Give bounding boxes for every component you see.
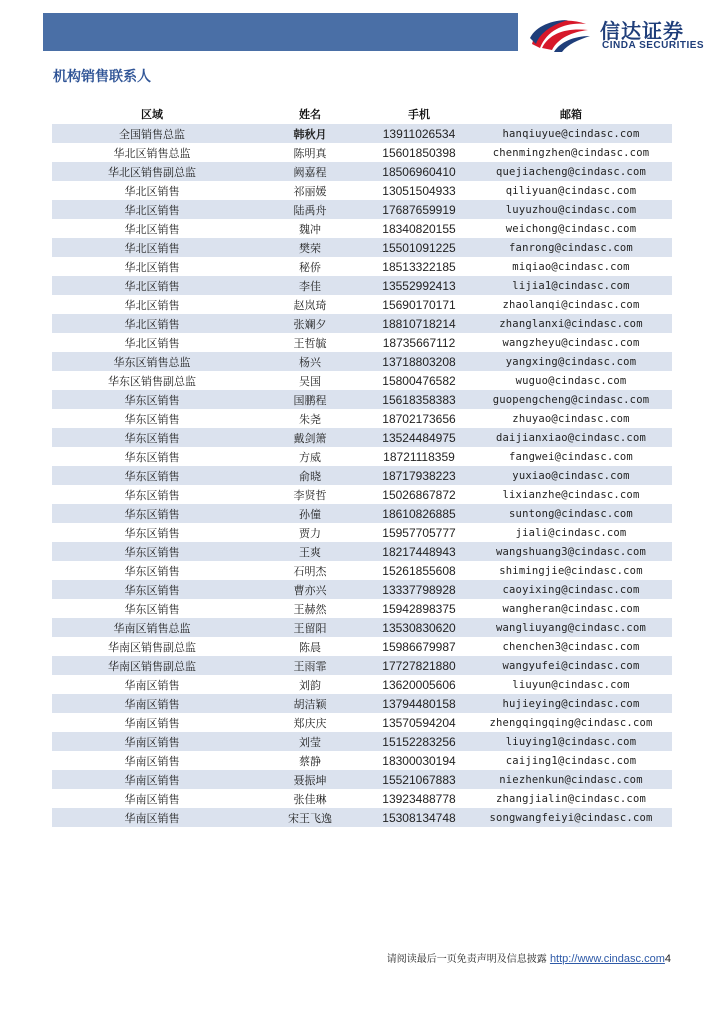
table-row: [52, 732, 672, 751]
cell-region: 华东区销售: [52, 542, 252, 561]
cell-region: 华北区销售: [52, 238, 252, 257]
cell-email: zhengqingqing@cindasc.com: [489, 716, 653, 729]
table-row: [52, 162, 672, 181]
table-row: [52, 523, 672, 542]
cell-name: 国鹏程: [252, 390, 368, 409]
cell-region: 华东区销售: [52, 466, 252, 485]
cell-phone: 15690170171: [382, 297, 456, 312]
logo-en-name: CINDA SECURITIES: [602, 40, 705, 51]
cell-email: wangshuang3@cindasc.com: [470, 542, 672, 561]
cell-phone: 15521067883: [368, 770, 470, 789]
table-row: [52, 751, 672, 770]
table-row: [52, 257, 672, 276]
cell-region: 华东区销售: [124, 564, 180, 578]
cell-region: 华东区销售副总监: [108, 374, 196, 388]
cell-region: 华南区销售副总监: [52, 656, 252, 675]
cell-name: 王哲毓: [293, 336, 327, 350]
cell-name: 秘侨: [299, 260, 321, 274]
cell-email: zhuyao@cindasc.com: [512, 412, 630, 425]
cell-email: liuying1@cindasc.com: [470, 732, 672, 751]
cell-email: miqiao@cindasc.com: [512, 260, 630, 273]
cell-email: suntong@cindasc.com: [470, 504, 672, 523]
cell-email: lixianzhe@cindasc.com: [502, 488, 640, 501]
cell-name: 郑庆庆: [293, 716, 327, 730]
cell-name: 王赫然: [293, 602, 327, 616]
cell-phone: 18300030194: [382, 753, 456, 768]
cell-region: 华东区销售总监: [52, 352, 252, 371]
cell-region: 华北区销售: [124, 222, 180, 236]
cell-phone: 15942898375: [382, 601, 456, 616]
table-row: [52, 789, 672, 808]
header-email: 邮箱: [560, 108, 582, 121]
cell-name: 俞晓: [252, 466, 368, 485]
cell-phone: 13524484975: [368, 428, 470, 447]
cell-region: 全国销售总监: [52, 124, 252, 143]
cell-name: 王雨霏: [252, 656, 368, 675]
cell-email: zhanglanxi@cindasc.com: [470, 314, 672, 333]
table-row: [52, 238, 672, 257]
cell-phone: 13911026534: [368, 124, 470, 143]
cell-name: 祁丽媛: [293, 184, 327, 198]
cell-name: 吴国: [299, 374, 321, 388]
cell-email: liuyun@cindasc.com: [512, 678, 630, 691]
cell-region: 华南区销售: [52, 770, 252, 789]
cell-phone: 18735667112: [382, 335, 456, 350]
cell-phone: 13552992413: [368, 276, 470, 295]
table-row: [52, 371, 672, 390]
table-row: [52, 561, 672, 580]
cell-phone: 15308134748: [368, 808, 470, 827]
cell-phone: 13620005606: [382, 677, 456, 692]
cell-email: lijia1@cindasc.com: [470, 276, 672, 295]
table-row: [52, 390, 672, 409]
cell-name: 李佳: [252, 276, 368, 295]
table-row: [52, 447, 672, 466]
cell-phone: 13718803208: [368, 352, 470, 371]
cell-phone: 18810718214: [368, 314, 470, 333]
table-row: [52, 808, 672, 827]
cell-name: 王留阳: [252, 618, 368, 637]
cell-email: quejiacheng@cindasc.com: [470, 162, 672, 181]
cell-phone: 18506960410: [368, 162, 470, 181]
cell-email: caoyixing@cindasc.com: [470, 580, 672, 599]
cell-phone: 15261855608: [382, 563, 456, 578]
cell-email: wuguo@cindasc.com: [515, 374, 627, 387]
cell-name: 韩秋月: [252, 124, 368, 143]
cell-region: 华南区销售: [124, 716, 180, 730]
table-row: [52, 542, 672, 561]
logo-cn-name: 信达证券: [600, 19, 684, 43]
cell-name: 陈明真: [293, 146, 327, 160]
table-row: [52, 770, 672, 789]
table-row: [52, 580, 672, 599]
cell-name: 刘韵: [299, 678, 321, 692]
cell-name: 王爽: [252, 542, 368, 561]
table-row: [52, 694, 672, 713]
table-row: [52, 295, 672, 314]
cell-name: 李贤哲: [293, 488, 327, 502]
cell-phone: 17687659919: [368, 200, 470, 219]
cell-email: wangheran@cindasc.com: [502, 602, 640, 615]
section-title: 机构销售联系人: [53, 69, 151, 85]
cell-name: 陆禹舟: [252, 200, 368, 219]
cell-region: 华东区销售: [52, 580, 252, 599]
cell-email: qiliyuan@cindasc.com: [505, 184, 637, 197]
footer-website-link[interactable]: http://www.cindasc.com: [549, 953, 665, 965]
cell-name: 朱尧: [299, 412, 321, 426]
cell-email: weichong@cindasc.com: [505, 222, 637, 235]
cell-phone: 18721118359: [383, 449, 455, 464]
cell-email: wangliuyang@cindasc.com: [470, 618, 672, 637]
table-row: [52, 428, 672, 447]
table-row: [52, 409, 672, 428]
contacts-table-body: [52, 124, 672, 827]
cell-phone: 13923488778: [382, 791, 456, 806]
header-region: 区域: [141, 108, 163, 121]
cell-name: 方威: [299, 450, 321, 464]
table-row: [52, 276, 672, 295]
table-row: [52, 466, 672, 485]
cell-region: 华北区销售: [124, 336, 180, 350]
cell-region: 华北区销售: [124, 260, 180, 274]
table-row: [52, 713, 672, 732]
table-row: [52, 181, 672, 200]
table-row: [52, 485, 672, 504]
cell-phone: 15601850398: [382, 145, 456, 160]
cell-region: 华东区销售: [124, 526, 180, 540]
cell-region: 华北区销售副总监: [52, 162, 252, 181]
cell-region: 华北区销售: [124, 184, 180, 198]
cell-region: 华北区销售总监: [113, 146, 191, 160]
cell-phone: 13530830620: [368, 618, 470, 637]
cell-phone: 13570594204: [382, 715, 456, 730]
cell-phone: 15800476582: [382, 373, 456, 388]
cinda-logo: [528, 14, 708, 54]
cell-region: 华东区销售: [124, 450, 180, 464]
cell-name: 石明杰: [293, 564, 327, 578]
table-row: [52, 200, 672, 219]
cell-phone: 18717938223: [368, 466, 470, 485]
cell-email: fangwei@cindasc.com: [509, 450, 633, 463]
cell-email: chenmingzhen@cindasc.com: [492, 146, 650, 159]
table-row: [52, 352, 672, 371]
cell-phone: 13337798928: [368, 580, 470, 599]
cinda-swoosh-icon: [528, 14, 592, 54]
cell-name: 聂振坤: [252, 770, 368, 789]
cell-phone: 15152283256: [368, 732, 470, 751]
cell-email: niezhenkun@cindasc.com: [470, 770, 672, 789]
cell-name: 樊荣: [252, 238, 368, 257]
cell-region: 华东区销售: [124, 488, 180, 502]
cell-name: 蔡静: [299, 754, 321, 768]
cell-region: 华南区销售: [52, 694, 252, 713]
cell-region: 华北区销售: [52, 276, 252, 295]
header-bar: [43, 13, 518, 51]
cell-region: 华东区销售: [124, 412, 180, 426]
cell-email: wangzheyu@cindasc.com: [502, 336, 640, 349]
cell-phone: 17727821880: [368, 656, 470, 675]
table-row: [52, 637, 672, 656]
cell-email: hujieying@cindasc.com: [470, 694, 672, 713]
contacts-table: [52, 104, 672, 827]
cell-phone: 15026867872: [382, 487, 456, 502]
cell-phone: 15501091225: [368, 238, 470, 257]
footer: [387, 950, 671, 965]
cell-email: guopengcheng@cindasc.com: [470, 390, 672, 409]
cell-name: 胡洁颖: [252, 694, 368, 713]
cell-email: chenchen3@cindasc.com: [502, 640, 640, 653]
cell-name: 张斓夕: [252, 314, 368, 333]
cell-email: yuxiao@cindasc.com: [470, 466, 672, 485]
cell-email: luyuzhou@cindasc.com: [470, 200, 672, 219]
cell-region: 华北区销售: [124, 298, 180, 312]
table-row: [52, 124, 672, 143]
cell-region: 华南区销售: [124, 678, 180, 692]
table-row: [52, 599, 672, 618]
cell-email: daijianxiao@cindasc.com: [470, 428, 672, 447]
table-row: [52, 219, 672, 238]
cell-name: 杨兴: [252, 352, 368, 371]
cell-phone: 13794480158: [368, 694, 470, 713]
cell-name: 张佳琳: [293, 792, 327, 806]
table-row: [52, 333, 672, 352]
cell-region: 华东区销售: [52, 504, 252, 523]
cell-email: hanqiuyue@cindasc.com: [470, 124, 672, 143]
table-row: [52, 675, 672, 694]
cell-phone: 18217448943: [368, 542, 470, 561]
header-name: 姓名: [299, 108, 321, 121]
cell-email: shimingjie@cindasc.com: [499, 564, 643, 577]
cell-email: wangyufei@cindasc.com: [470, 656, 672, 675]
cell-name: 阙嘉程: [252, 162, 368, 181]
cell-name: 魏冲: [299, 222, 321, 236]
table-row: [52, 143, 672, 162]
cell-email: zhaolanqi@cindasc.com: [502, 298, 640, 311]
page-number: 4: [664, 953, 671, 965]
cell-phone: 13051504933: [382, 183, 456, 198]
cell-email: songwangfeiyi@cindasc.com: [470, 808, 672, 827]
cell-region: 华南区销售: [52, 732, 252, 751]
cell-email: jiali@cindasc.com: [515, 526, 627, 539]
cell-region: 华南区销售副总监: [108, 640, 196, 654]
cell-region: 华东区销售: [52, 428, 252, 447]
footer-disclaimer: 请阅读最后一页免责声明及信息披露: [386, 954, 547, 965]
table-row: [52, 618, 672, 637]
table-row: [52, 314, 672, 333]
cell-name: 曹亦兴: [252, 580, 368, 599]
cell-region: 华南区销售总监: [52, 618, 252, 637]
cell-phone: 18513322185: [382, 259, 456, 274]
cell-region: 华北区销售: [52, 314, 252, 333]
cell-name: 戴剑箫: [252, 428, 368, 447]
cell-name: 赵岚琦: [293, 298, 327, 312]
cell-email: zhangjialin@cindasc.com: [496, 792, 646, 805]
cell-phone: 18340820155: [382, 221, 456, 236]
cell-name: 刘莹: [252, 732, 368, 751]
cell-phone: 15986679987: [382, 639, 456, 654]
cell-phone: 15957705777: [382, 525, 456, 540]
cell-phone: 18702173656: [382, 411, 456, 426]
cell-region: 华北区销售: [52, 200, 252, 219]
cell-email: yangxing@cindasc.com: [470, 352, 672, 371]
cell-email: fanrong@cindasc.com: [470, 238, 672, 257]
table-row: [52, 656, 672, 675]
header-phone: 手机: [408, 108, 430, 121]
cell-phone: 18610826885: [368, 504, 470, 523]
cell-name: 贾力: [299, 526, 321, 540]
cell-email: caijing1@cindasc.com: [505, 754, 637, 767]
cell-region: 华南区销售: [52, 808, 252, 827]
cell-region: 华东区销售: [52, 390, 252, 409]
table-row: [52, 504, 672, 523]
cell-region: 华东区销售: [124, 602, 180, 616]
cell-region: 华南区销售: [124, 792, 180, 806]
cell-region: 华南区销售: [124, 754, 180, 768]
cell-name: 孙僮: [252, 504, 368, 523]
table-header-row: [52, 104, 672, 124]
cell-name: 宋王飞逸: [252, 808, 368, 827]
cell-name: 陈晨: [299, 640, 321, 654]
cell-phone: 15618358383: [368, 390, 470, 409]
